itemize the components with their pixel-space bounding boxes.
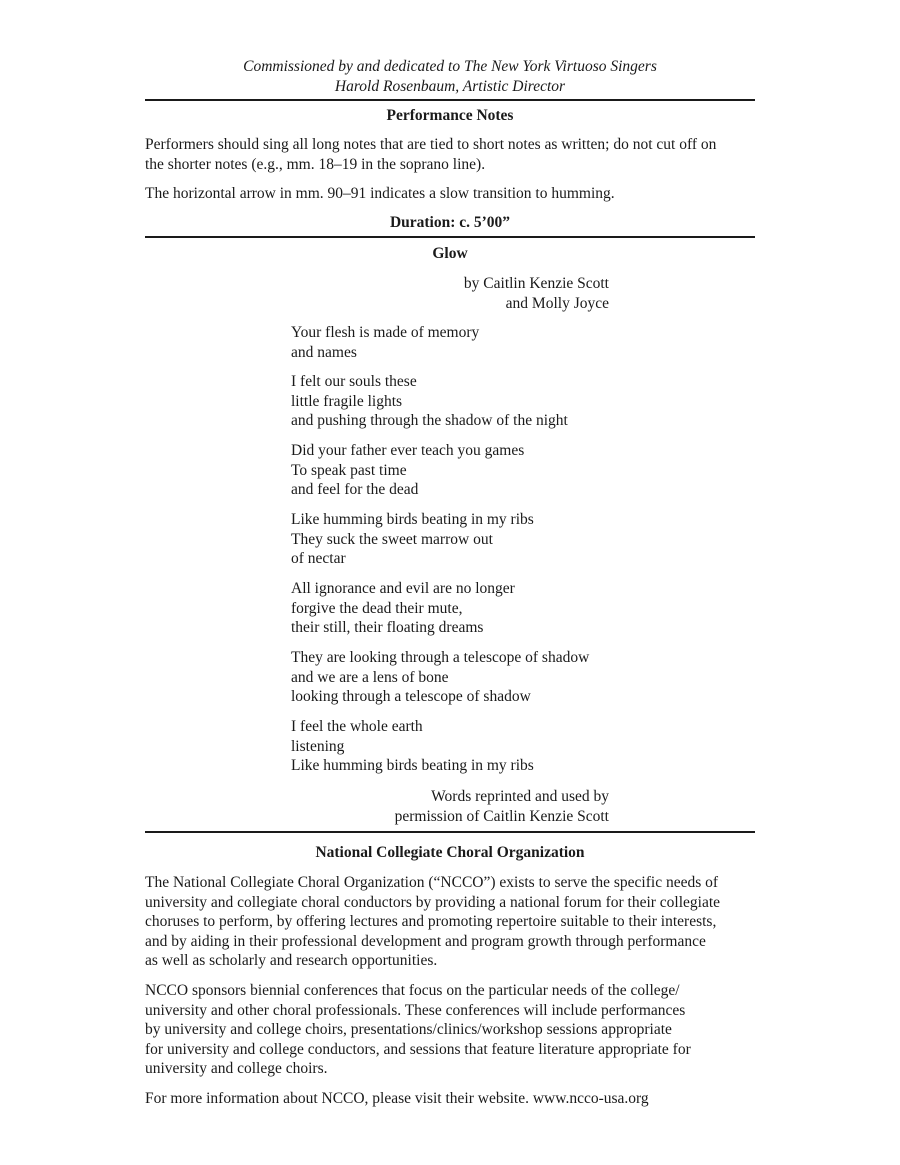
- text-line: and by aiding in their professional development and program growth through performance: [145, 932, 706, 950]
- poem-line: They suck the sweet marrow out: [291, 530, 493, 548]
- poem-line: Like humming birds beating in my ribs: [291, 757, 534, 775]
- dedication-line-1: Commissioned by and dedicated to The New York Virtuoso Singers: [243, 58, 657, 75]
- poem-line: They are looking through a telescope of shadow: [291, 649, 590, 666]
- poem-line: of nectar: [291, 550, 346, 568]
- poem-line: little fragile lights: [291, 392, 403, 410]
- poem-line: Did your father ever teach you games: [291, 442, 525, 459]
- poem-line: All ignorance and evil are no longer: [291, 580, 515, 597]
- stanza: [291, 323, 479, 362]
- poem-line: and pushing through the shadow of the night: [291, 412, 568, 430]
- performance-notes-heading: Performance Notes: [386, 107, 514, 124]
- author-line: by Caitlin Kenzie Scott: [463, 275, 609, 292]
- text-line: The National Collegiate Choral Organization (“NCCO”) exists to serve the specific needs of: [145, 874, 719, 891]
- poem-line: I feel the whole earth: [291, 718, 423, 735]
- divider: [145, 831, 755, 833]
- text-line: NCCO sponsors biennial conferences that focus on the particular needs of the college/: [145, 982, 680, 999]
- text-line: the shorter notes (e.g., mm. 18–19 in the soprano line).: [145, 155, 486, 173]
- ncco-paragraph-3: For more information about NCCO, please visit their website. www.ncco-usa.org: [145, 1090, 649, 1107]
- permission-line: Words reprinted and used by: [431, 788, 609, 805]
- poem-line: and we are a lens of bone: [291, 668, 449, 686]
- poem-line: Like humming birds beating in my ribs: [291, 511, 534, 528]
- poem-line: and feel for the dead: [291, 481, 419, 499]
- divider: [145, 236, 755, 238]
- poem-line: I felt our souls these: [291, 373, 417, 390]
- stanza: [291, 510, 534, 569]
- ncco-paragraph-2: [145, 981, 755, 1079]
- text-line: by university and college choirs, presentations/clinics/workshop sessions appropriate: [145, 1021, 672, 1039]
- text-line: university and college choirs.: [145, 1060, 328, 1078]
- permission-note: [395, 787, 609, 827]
- poem-title: Glow: [432, 245, 468, 262]
- stanza: [291, 648, 589, 707]
- divider: [145, 99, 755, 101]
- poem-line: To speak past time: [291, 461, 407, 479]
- poem-authors: [464, 274, 609, 314]
- author-line: and Molly Joyce: [505, 295, 609, 312]
- text-line: university and other choral professionals. These conferences will include performances: [145, 1001, 686, 1019]
- poem-line: listening: [291, 737, 345, 755]
- poem-line: looking through a telescope of shadow: [291, 688, 531, 706]
- duration: Duration: c. 5’00”: [389, 214, 511, 231]
- permission-line: permission of Caitlin Kenzie Scott: [394, 808, 609, 825]
- stanza: [291, 579, 515, 638]
- stanza: [291, 441, 524, 500]
- poem-line: forgive the dead their mute,: [291, 599, 463, 617]
- poem-line: Your flesh is made of memory: [291, 324, 480, 341]
- performance-notes-paragraph-1: [145, 135, 755, 174]
- text-line: choruses to perform, by offering lectures and promoting repertoire suitable to their interests,: [145, 913, 717, 931]
- dedication-line-2: Harold Rosenbaum, Artistic Director: [334, 78, 566, 95]
- stanza: [291, 372, 568, 431]
- text-line: for university and college conductors, and sessions that feature literature appropriate for: [145, 1040, 691, 1058]
- text-line: as well as scholarly and research opportunities.: [145, 952, 438, 970]
- ncco-heading: National Collegiate Choral Organization: [315, 844, 585, 861]
- poem-line: and names: [291, 343, 357, 361]
- text-line: Performers should sing all long notes that are tied to short notes as written; do not cut off on: [145, 136, 717, 153]
- ncco-paragraph-1: [145, 873, 755, 971]
- text-line: university and collegiate choral conductors by providing a national forum for their collegiate: [145, 893, 721, 911]
- performance-notes-paragraph-2: The horizontal arrow in mm. 90–91 indicates a slow transition to humming.: [145, 185, 615, 202]
- poem-line: their still, their floating dreams: [291, 619, 484, 637]
- stanza: [291, 717, 534, 776]
